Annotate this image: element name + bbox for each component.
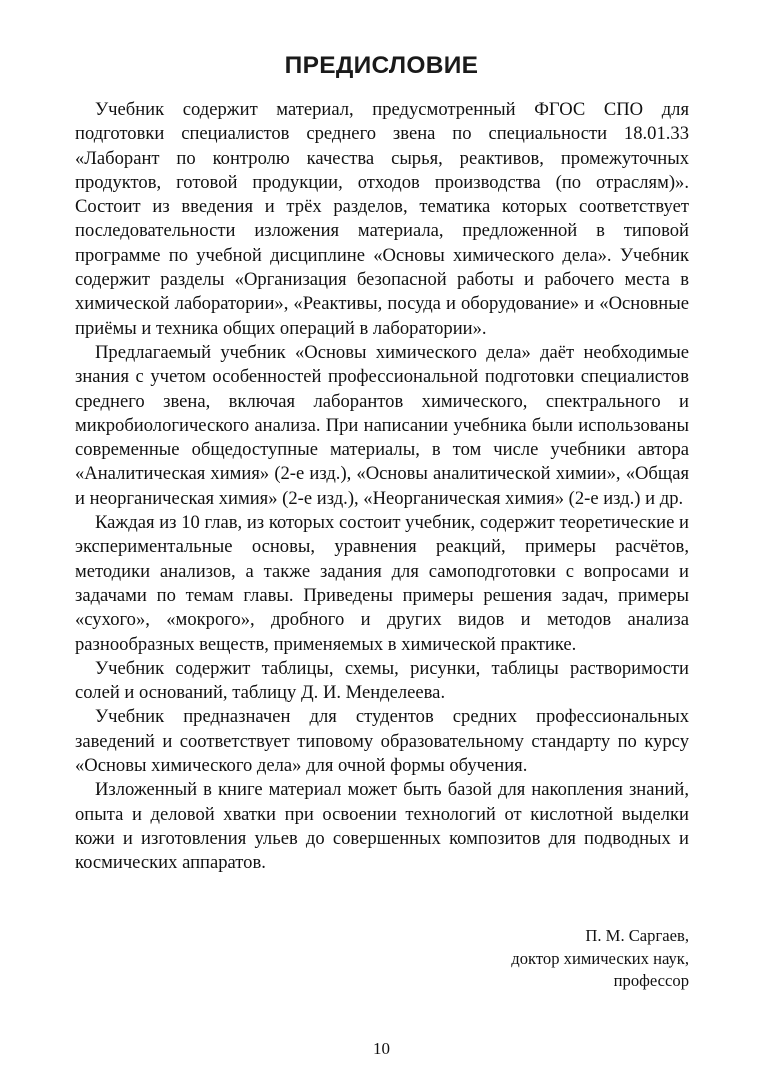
author-name: П. М. Саргаев, (585, 926, 689, 945)
preface-body (75, 98, 689, 876)
paragraph: Учебник содержит таблицы, схемы, рисунки, таблицы растворимости солей и оснований, таблицу Д. И. Менделеева. (75, 657, 689, 704)
author-degree: доктор химических наук, (511, 948, 689, 968)
paragraph: Учебник предназначен для студентов средних профессиональных заведений и соответствует типовому образовательному стандарту по курсу «Основы химического дела» для очной формы обучения. (75, 706, 689, 777)
author-signature (511, 925, 689, 993)
author-position: профессор (613, 971, 689, 990)
page-title: ПРЕДИСЛОВИЕ (284, 52, 479, 79)
paragraph: Каждая из 10 глав, из которых состоит учебник, содержит теоретические и экспериментальные основы, уравнения реакций, примеры расчётов, методики анализов, а также задания для самоподготовки с вопросами и задачами по темам главы. Приведены примеры решения задач, примеры «сухого», «мокрого», дробного и других видов и методов анализа разнообразных веществ, применяемых в химической практике. (75, 512, 689, 655)
paragraph: Предлагаемый учебник «Основы химического дела» даёт необходимые знания с учетом особенностей профессиональной подготовки специалистов среднего звена, включая лаборантов химического, спектрального и микробиологического анализа. При написании учебника были использованы современные общедоступные материалы, в том числе учебники автора «Аналитическая химия» (2-е изд.), «Основы аналитической химии», «Общая и неорганическая химия» (2-е изд.), «Неорганическая химия» (2-е изд.) и др. (75, 341, 689, 509)
paragraph: Учебник содержит материал, предусмотренный ФГОС СПО для подготовки специалистов среднего звена по специальности 18.01.33 «Лаборант по контролю качества сырья, реактивов, промежуточных продуктов, готовой продукции, отходов производства (по отраслям)». Состоит из введения и трёх разделов, тематика которых соответствует последовательности изложения материала, предложенной в типовой программе по учебной дисциплине «Основы химического дела». Учебник содержит разделы «Организация безопасной работы и рабочего места в химической лаборатории», «Реактивы, посуда и оборудование» и «Основные приёмы и техника общих операций в лаборатории». (75, 99, 689, 339)
page-number: 10 (373, 1039, 390, 1058)
paragraph: Изложенный в книге материал может быть базой для накопления знаний, опыта и деловой хватки при освоении технологий от кислотной выделки кожи и изготовления ульев до совершенных композитов для подводных и космических аппаратов. (75, 779, 689, 874)
